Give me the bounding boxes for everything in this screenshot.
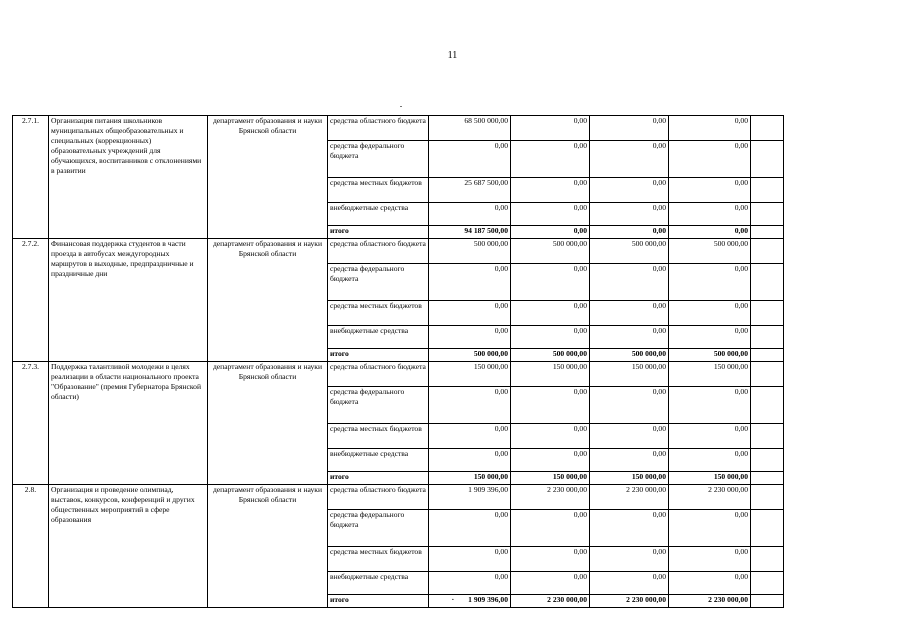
amount-year-1: 68 500 000,00 [429, 116, 511, 141]
amount-year-2: 0,00 [511, 178, 590, 203]
amount-year-4: 150 000,00 [669, 472, 751, 485]
amount-year-4: 0,00 [669, 301, 751, 326]
amount-year-4: 0,00 [669, 203, 751, 226]
funding-source: средства областного бюджета [328, 362, 429, 387]
amount-year-3: 500 000,00 [590, 239, 669, 264]
amount-year-3: 0,00 [590, 141, 669, 178]
scan-mark [400, 106, 402, 107]
amount-year-4: 0,00 [669, 141, 751, 178]
funding-source: итого [328, 226, 429, 239]
funding-source: внебюджетные средства [328, 326, 429, 349]
funding-source: средства местных бюджетов [328, 424, 429, 449]
amount-year-1: 0,00 [429, 141, 511, 178]
page-number: 11 [447, 50, 458, 61]
amount-year-3: 150 000,00 [590, 362, 669, 387]
amount-year-4: 0,00 [669, 510, 751, 547]
amount-year-4: 2 230 000,00 [669, 595, 751, 608]
empty-cell [751, 203, 784, 226]
empty-cell [751, 424, 784, 449]
item-number: 2.7.3. [13, 362, 49, 485]
funding-source: средства федерального бюджета [328, 510, 429, 547]
amount-year-1: 0,00 [429, 387, 511, 424]
amount-year-1: 150 000,00 [429, 362, 511, 387]
amount-value: 1 909 396,00 [468, 595, 508, 604]
responsible-executor: департамент образования и науки Брянской области [208, 239, 328, 362]
amount-year-4: 0,00 [669, 424, 751, 449]
amount-year-4: 150 000,00 [669, 362, 751, 387]
empty-cell [751, 362, 784, 387]
amount-year-3: 0,00 [590, 116, 669, 141]
empty-cell [751, 226, 784, 239]
amount-year-4: 500 000,00 [669, 239, 751, 264]
funding-source: внебюджетные средства [328, 449, 429, 472]
table-row [13, 239, 784, 264]
amount-year-2: 2 230 000,00 [511, 485, 590, 510]
amount-year-2: 0,00 [511, 264, 590, 301]
activity-name: Финансовая поддержка студентов в части проезда в автобусах междугородных маршрутов в выходные, предпраздничные и праздничные дни [49, 239, 208, 362]
amount-year-4: 2 230 000,00 [669, 485, 751, 510]
amount-year-1: 0,00 [429, 572, 511, 595]
amount-year-1: 0,00 [429, 203, 511, 226]
funding-source: средства областного бюджета [328, 239, 429, 264]
funding-source: средства местных бюджетов [328, 178, 429, 203]
empty-cell [751, 449, 784, 472]
activity-name: Организация питания школьников муниципальных общеобразовательных и специальных (коррекционных) образовательных учреждений для обучающихся, воспитанников с отклонениями в развитии [49, 116, 208, 239]
responsible-executor: департамент образования и науки Брянской области [208, 116, 328, 239]
amount-year-2: 150 000,00 [511, 472, 590, 485]
funding-source: внебюджетные средства [328, 572, 429, 595]
funding-source: итого [328, 595, 429, 608]
amount-year-3: 0,00 [590, 387, 669, 424]
amount-year-3: 150 000,00 [590, 472, 669, 485]
funding-source: итого [328, 349, 429, 362]
empty-cell [751, 178, 784, 203]
funding-source: средства местных бюджетов [328, 301, 429, 326]
table-row [13, 116, 784, 141]
funding-source: внебюджетные средства [328, 203, 429, 226]
amount-year-3: 2 230 000,00 [590, 485, 669, 510]
amount-year-2: 0,00 [511, 510, 590, 547]
amount-year-2: 0,00 [511, 203, 590, 226]
amount-year-1: 0,00 [429, 301, 511, 326]
amount-year-3: 0,00 [590, 424, 669, 449]
funding-source: итого [328, 472, 429, 485]
amount-year-1: 94 187 500,00 [429, 226, 511, 239]
amount-year-4: 0,00 [669, 264, 751, 301]
empty-cell [751, 141, 784, 178]
amount-year-1: 0,00 [429, 326, 511, 349]
funding-source: средства местных бюджетов [328, 547, 429, 572]
amount-year-3: 0,00 [590, 264, 669, 301]
empty-cell [751, 510, 784, 547]
amount-year-1: 150 000,00 [429, 472, 511, 485]
empty-cell [751, 472, 784, 485]
amount-year-3: 500 000,00 [590, 349, 669, 362]
amount-year-4: 0,00 [669, 178, 751, 203]
amount-year-1: 0,00 [429, 510, 511, 547]
amount-year-2: 0,00 [511, 449, 590, 472]
amount-year-1: 0,00 [429, 449, 511, 472]
amount-year-2: 0,00 [511, 116, 590, 141]
responsible-executor: департамент образования и науки Брянской области [208, 362, 328, 485]
amount-year-1 [429, 595, 511, 608]
amount-year-1: 0,00 [429, 424, 511, 449]
item-number: 2.8. [13, 485, 49, 608]
empty-cell [751, 349, 784, 362]
amount-year-2: 0,00 [511, 141, 590, 178]
amount-year-4: 0,00 [669, 449, 751, 472]
empty-cell [751, 572, 784, 595]
amount-year-1: 1 909 396,00 [429, 485, 511, 510]
funding-source: средства федерального бюджета [328, 141, 429, 178]
item-number: 2.7.1. [13, 116, 49, 239]
amount-year-2: 0,00 [511, 547, 590, 572]
amount-year-4: 500 000,00 [669, 349, 751, 362]
amount-year-4: 0,00 [669, 572, 751, 595]
empty-cell [751, 547, 784, 572]
amount-year-2: 150 000,00 [511, 362, 590, 387]
amount-year-3: 0,00 [590, 178, 669, 203]
amount-year-4: 0,00 [669, 547, 751, 572]
responsible-executor: департамент образования и науки Брянской области [208, 485, 328, 608]
funding-source: средства областного бюджета [328, 485, 429, 510]
empty-cell [751, 264, 784, 301]
amount-year-2: 0,00 [511, 226, 590, 239]
empty-cell [751, 301, 784, 326]
amount-year-3: 2 230 000,00 [590, 595, 669, 608]
amount-year-3: 0,00 [590, 449, 669, 472]
amount-year-2: 500 000,00 [511, 349, 590, 362]
empty-cell [751, 116, 784, 141]
amount-year-1: 500 000,00 [429, 239, 511, 264]
amount-year-1: 500 000,00 [429, 349, 511, 362]
amount-year-3: 0,00 [590, 326, 669, 349]
empty-cell [751, 595, 784, 608]
empty-cell [751, 387, 784, 424]
amount-year-2: 0,00 [511, 387, 590, 424]
funding-source: средства федерального бюджета [328, 264, 429, 301]
scan-dot: · [451, 595, 455, 604]
amount-year-2: 0,00 [511, 301, 590, 326]
amount-year-3: 0,00 [590, 226, 669, 239]
item-number: 2.7.2. [13, 239, 49, 362]
amount-year-4: 0,00 [669, 116, 751, 141]
amount-year-4: 0,00 [669, 326, 751, 349]
amount-year-2: 0,00 [511, 572, 590, 595]
amount-year-2: 0,00 [511, 424, 590, 449]
activity-name: Поддержка талантливой молодежи в целях реализации в области национального проекта "Образование" (премия Губернатора Брянской области) [49, 362, 208, 485]
amount-year-3: 0,00 [590, 301, 669, 326]
funding-source: средства федерального бюджета [328, 387, 429, 424]
budget-table [12, 115, 784, 608]
table-row [13, 485, 784, 510]
amount-year-1: 0,00 [429, 547, 511, 572]
empty-cell [751, 239, 784, 264]
empty-cell [751, 326, 784, 349]
amount-year-3: 0,00 [590, 572, 669, 595]
activity-name: Организация и проведение олимпиад, выставок, конкурсов, конференций и других общественных мероприятий в сфере образования [49, 485, 208, 608]
amount-year-2: 500 000,00 [511, 239, 590, 264]
table-row [13, 362, 784, 387]
amount-year-3: 0,00 [590, 547, 669, 572]
amount-year-3: 0,00 [590, 510, 669, 547]
amount-year-4: 0,00 [669, 387, 751, 424]
amount-year-1: 0,00 [429, 264, 511, 301]
empty-cell [751, 485, 784, 510]
amount-year-3: 0,00 [590, 203, 669, 226]
amount-year-4: 0,00 [669, 226, 751, 239]
amount-year-1: 25 687 500,00 [429, 178, 511, 203]
funding-source: средства областного бюджета [328, 116, 429, 141]
amount-year-2: 0,00 [511, 326, 590, 349]
amount-year-2: 2 230 000,00 [511, 595, 590, 608]
